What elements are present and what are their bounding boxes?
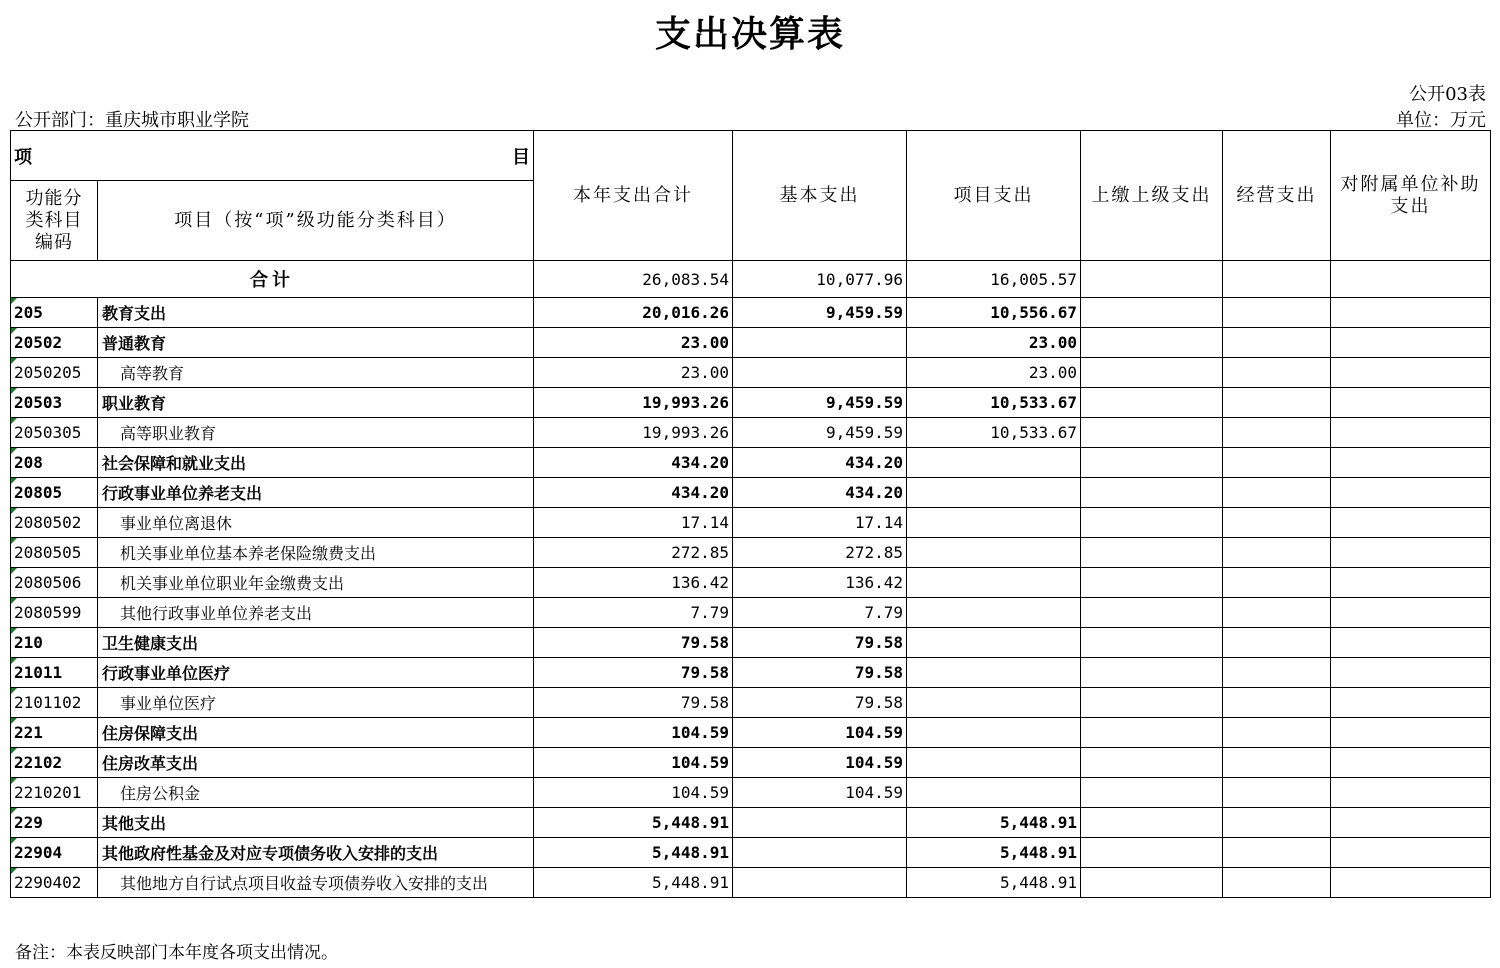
row-value [1331, 598, 1491, 628]
row-value [1223, 808, 1331, 838]
row-value: 23.00 [907, 328, 1081, 358]
row-value: 19,993.26 [534, 388, 733, 418]
row-name: 其他地方自行试点项目收益专项债券收入安排的支出 [98, 868, 534, 898]
row-value: 79.58 [534, 658, 733, 688]
total-cell [1331, 261, 1491, 298]
row-value [1081, 598, 1223, 628]
row-code: 20502 [11, 328, 98, 358]
row-value [733, 328, 907, 358]
table-row [11, 478, 1491, 508]
row-value [907, 598, 1081, 628]
total-cell [1081, 261, 1223, 298]
row-name: 住房改革支出 [98, 748, 534, 778]
row-name: 其他行政事业单位养老支出 [98, 598, 534, 628]
row-value: 434.20 [534, 478, 733, 508]
row-value [1223, 598, 1331, 628]
row-value [1081, 478, 1223, 508]
row-code: 229 [11, 808, 98, 838]
row-value [907, 478, 1081, 508]
table-row [11, 298, 1491, 328]
row-value [733, 358, 907, 388]
header-item-cell [11, 131, 534, 181]
row-name: 住房公积金 [98, 778, 534, 808]
row-value [1223, 778, 1331, 808]
row-name: 事业单位离退休 [98, 508, 534, 538]
row-name: 事业单位医疗 [98, 688, 534, 718]
row-value: 5,448.91 [534, 868, 733, 898]
row-value: 434.20 [534, 448, 733, 478]
row-code: 2101102 [11, 688, 98, 718]
table-row [11, 748, 1491, 778]
row-value: 79.58 [733, 688, 907, 718]
col-header-basic: 基本支出 [733, 131, 907, 261]
row-value [1223, 628, 1331, 658]
table-row [11, 688, 1491, 718]
row-value: 104.59 [733, 748, 907, 778]
row-value [907, 658, 1081, 688]
row-value: 10,556.67 [907, 298, 1081, 328]
row-value [1223, 358, 1331, 388]
row-value [733, 808, 907, 838]
row-value: 23.00 [907, 358, 1081, 388]
row-value [1081, 718, 1223, 748]
row-value [1223, 658, 1331, 688]
table-row [11, 598, 1491, 628]
col-header-name: 项目（按“项”级功能分类科目） [98, 181, 534, 261]
row-value [1223, 478, 1331, 508]
row-code: 2080505 [11, 538, 98, 568]
row-value [1331, 658, 1491, 688]
total-cell: 16,005.57 [907, 261, 1081, 298]
row-code: 2080506 [11, 568, 98, 598]
row-value: 17.14 [534, 508, 733, 538]
table-row [11, 538, 1491, 568]
row-code: 2080599 [11, 598, 98, 628]
row-value [1223, 538, 1331, 568]
table-row [11, 448, 1491, 478]
row-value: 79.58 [534, 688, 733, 718]
row-code: 2050205 [11, 358, 98, 388]
row-value [1331, 748, 1491, 778]
row-value: 272.85 [733, 538, 907, 568]
row-value [1223, 568, 1331, 598]
table-row [11, 778, 1491, 808]
row-value [907, 538, 1081, 568]
table-row [11, 328, 1491, 358]
row-name: 高等教育 [98, 358, 534, 388]
row-name: 机关事业单位职业年金缴费支出 [98, 568, 534, 598]
row-value [1331, 568, 1491, 598]
row-code: 2210201 [11, 778, 98, 808]
row-value [1223, 748, 1331, 778]
row-value [1081, 298, 1223, 328]
row-value: 79.58 [733, 658, 907, 688]
row-value [1223, 508, 1331, 538]
row-value: 5,448.91 [907, 868, 1081, 898]
row-value: 104.59 [733, 778, 907, 808]
row-value: 104.59 [534, 778, 733, 808]
table-row [11, 628, 1491, 658]
row-value [1331, 628, 1491, 658]
row-value [1331, 298, 1491, 328]
row-name: 教育支出 [98, 298, 534, 328]
row-value [1081, 538, 1223, 568]
table-row [11, 838, 1491, 868]
row-code: 2290402 [11, 868, 98, 898]
row-value [1081, 388, 1223, 418]
row-value [907, 448, 1081, 478]
row-name: 其他支出 [98, 808, 534, 838]
row-value: 5,448.91 [534, 838, 733, 868]
table-row [11, 868, 1491, 898]
row-value: 434.20 [733, 478, 907, 508]
total-cell: 10,077.96 [733, 261, 907, 298]
col-header-code: 功能分类科目编码 [11, 181, 98, 261]
row-value [907, 568, 1081, 598]
row-value [1223, 328, 1331, 358]
row-value: 10,533.67 [907, 388, 1081, 418]
row-value [1081, 358, 1223, 388]
row-value [1081, 658, 1223, 688]
row-code: 221 [11, 718, 98, 748]
row-value [1081, 448, 1223, 478]
row-value [1081, 418, 1223, 448]
col-header-project: 项目支出 [907, 131, 1081, 261]
row-value: 23.00 [534, 358, 733, 388]
row-code: 205 [11, 298, 98, 328]
row-value [1081, 748, 1223, 778]
row-value: 17.14 [733, 508, 907, 538]
table-row [11, 388, 1491, 418]
col-header-upper: 上缴上级支出 [1081, 131, 1223, 261]
row-code: 2050305 [11, 418, 98, 448]
row-value [733, 838, 907, 868]
row-value [1331, 448, 1491, 478]
row-code: 208 [11, 448, 98, 478]
row-name: 行政事业单位医疗 [98, 658, 534, 688]
row-value [1331, 778, 1491, 808]
row-value: 104.59 [733, 718, 907, 748]
row-value [1223, 838, 1331, 868]
row-value [907, 778, 1081, 808]
row-value [1081, 688, 1223, 718]
row-value [1223, 448, 1331, 478]
row-code: 20805 [11, 478, 98, 508]
row-code: 22102 [11, 748, 98, 778]
row-value [1223, 688, 1331, 718]
footnote: 备注：本表反映部门本年度各项支出情况。 [15, 943, 338, 963]
row-value: 5,448.91 [907, 838, 1081, 868]
row-value [1331, 688, 1491, 718]
row-code: 2080502 [11, 508, 98, 538]
row-value [1223, 718, 1331, 748]
row-value [907, 628, 1081, 658]
row-value: 20,016.26 [534, 298, 733, 328]
header-item-right: 目 [512, 146, 530, 168]
row-value: 104.59 [534, 748, 733, 778]
row-value [1223, 388, 1331, 418]
row-value [1081, 328, 1223, 358]
table-row [11, 508, 1491, 538]
row-value [1331, 838, 1491, 868]
row-value [1081, 868, 1223, 898]
row-value [1331, 358, 1491, 388]
row-value: 136.42 [733, 568, 907, 598]
row-name: 机关事业单位基本养老保险缴费支出 [98, 538, 534, 568]
row-value: 434.20 [733, 448, 907, 478]
row-value [1081, 508, 1223, 538]
row-value [1081, 778, 1223, 808]
department-label: 公开部门：重庆城市职业学院 [15, 110, 249, 131]
total-cell: 26,083.54 [534, 261, 733, 298]
total-cell [1223, 261, 1331, 298]
row-value [733, 868, 907, 898]
row-code: 210 [11, 628, 98, 658]
row-value: 10,533.67 [907, 418, 1081, 448]
table-row [11, 808, 1491, 838]
row-value: 5,448.91 [907, 808, 1081, 838]
row-value [1331, 718, 1491, 748]
row-value [1081, 568, 1223, 598]
row-name: 住房保障支出 [98, 718, 534, 748]
row-code: 21011 [11, 658, 98, 688]
expenditure-table [10, 130, 1491, 898]
row-name: 高等职业教育 [98, 418, 534, 448]
row-value: 79.58 [534, 628, 733, 658]
row-value [1223, 418, 1331, 448]
table-row [11, 568, 1491, 598]
row-value: 9,459.59 [733, 418, 907, 448]
row-value [907, 718, 1081, 748]
row-value [1331, 508, 1491, 538]
row-value [1331, 808, 1491, 838]
row-value [907, 688, 1081, 718]
col-header-subsidy: 对附属单位补助支出 [1331, 131, 1491, 261]
row-value [907, 748, 1081, 778]
col-header-business: 经营支出 [1223, 131, 1331, 261]
row-value: 9,459.59 [733, 298, 907, 328]
row-name: 职业教育 [98, 388, 534, 418]
row-name: 行政事业单位养老支出 [98, 478, 534, 508]
row-value [1223, 868, 1331, 898]
row-value [1331, 538, 1491, 568]
row-value [1081, 808, 1223, 838]
row-value: 104.59 [534, 718, 733, 748]
col-header-total: 本年支出合计 [534, 131, 733, 261]
total-label: 合计 [11, 261, 534, 298]
row-value [1331, 388, 1491, 418]
row-value [1331, 868, 1491, 898]
row-value [1331, 328, 1491, 358]
row-value [1081, 628, 1223, 658]
row-value: 79.58 [733, 628, 907, 658]
row-value: 19,993.26 [534, 418, 733, 448]
row-value: 7.79 [534, 598, 733, 628]
row-name: 普通教育 [98, 328, 534, 358]
row-value [1331, 478, 1491, 508]
row-value [1331, 418, 1491, 448]
row-value: 136.42 [534, 568, 733, 598]
row-value: 23.00 [534, 328, 733, 358]
row-code: 20503 [11, 388, 98, 418]
table-row [11, 358, 1491, 388]
total-row [11, 261, 1491, 298]
row-value [1081, 838, 1223, 868]
table-row [11, 418, 1491, 448]
table-row [11, 658, 1491, 688]
header-item-left: 项 [14, 146, 32, 168]
row-value [907, 508, 1081, 538]
row-value [1223, 298, 1331, 328]
unit-label: 单位：万元 [1396, 110, 1486, 131]
row-name: 其他政府性基金及对应专项债务收入安排的支出 [98, 838, 534, 868]
form-number: 公开03表 [1409, 84, 1486, 105]
row-code: 22904 [11, 838, 98, 868]
table-row [11, 718, 1491, 748]
row-name: 社会保障和就业支出 [98, 448, 534, 478]
page-title: 支出决算表 [654, 14, 845, 55]
row-value: 5,448.91 [534, 808, 733, 838]
row-value: 7.79 [733, 598, 907, 628]
row-value: 9,459.59 [733, 388, 907, 418]
row-name: 卫生健康支出 [98, 628, 534, 658]
row-value: 272.85 [534, 538, 733, 568]
